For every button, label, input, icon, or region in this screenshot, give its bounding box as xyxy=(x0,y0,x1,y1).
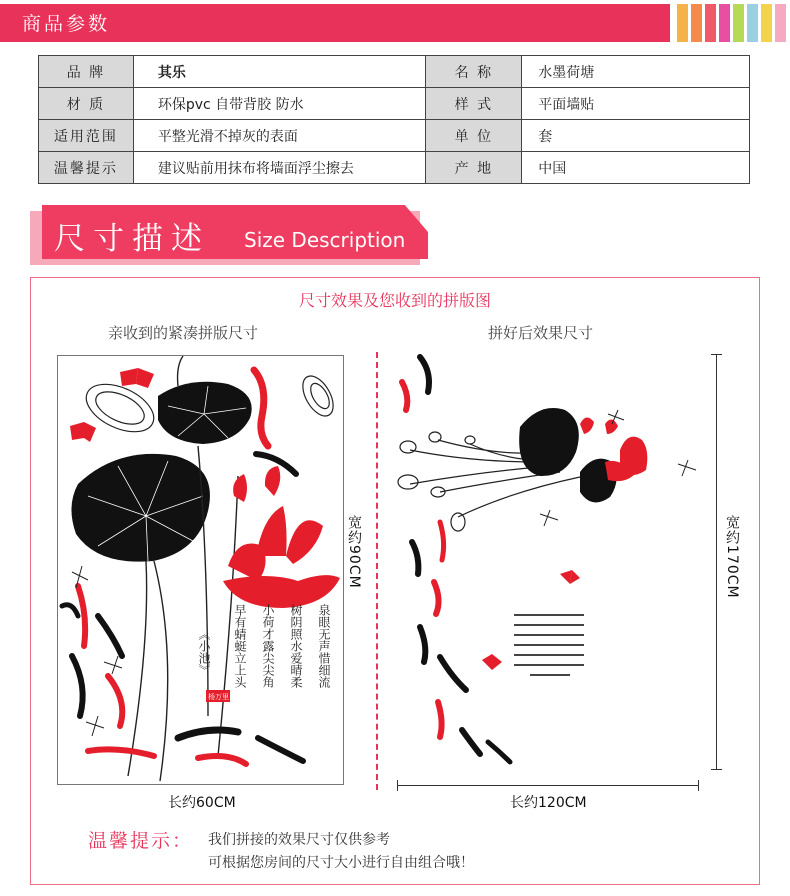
table-row xyxy=(39,56,750,88)
dimension-cap xyxy=(711,769,722,770)
spec-key: 单 位 xyxy=(426,120,522,152)
tips-line-2: 可根据您房间的尺寸大小进行自由组合哦！ xyxy=(208,855,474,871)
spec-table xyxy=(38,55,750,184)
lotus-flower xyxy=(223,466,340,608)
sticker-sheet xyxy=(57,355,344,785)
assembled-effect-art xyxy=(380,352,710,782)
sticker-sheet-art xyxy=(58,356,343,784)
poem-block xyxy=(197,603,331,702)
color-stripe xyxy=(691,4,702,42)
height-dimension-line xyxy=(716,354,717,770)
section-header xyxy=(0,0,790,46)
left-width-label: 长约60CM xyxy=(168,795,236,811)
spec-value: 环保pvc 自带背胶 防水 xyxy=(133,88,426,120)
table-row xyxy=(39,88,750,120)
ripple-rings xyxy=(398,432,475,531)
color-stripe xyxy=(677,4,688,42)
color-stripes xyxy=(677,4,789,42)
spec-key: 温馨提示 xyxy=(39,152,134,184)
banner-title-cn: 尺寸描述 xyxy=(54,221,210,257)
poem-lines xyxy=(514,614,584,676)
color-stripe xyxy=(747,4,758,42)
color-stripe xyxy=(719,4,730,42)
poem-seal-text: 杨万里 xyxy=(208,693,229,701)
spec-key: 名 称 xyxy=(426,56,522,88)
dimension-cap xyxy=(698,780,699,791)
left-height-label: 宽约90CM xyxy=(346,515,362,589)
left-subtitle: 亲收到的紧凑拼版尺寸 xyxy=(108,324,259,342)
tips-title: 温馨提示： xyxy=(88,830,194,852)
poem-column: 泉眼无声惜细流 xyxy=(317,604,331,688)
poem-column: 树阴照水爱晴柔 xyxy=(289,604,303,688)
spec-key: 样 式 xyxy=(426,88,522,120)
header-title: 商品参数 xyxy=(22,13,111,35)
spec-value: 建议贴前用抹布将墙面浮尘擦去 xyxy=(133,152,426,184)
koi-fish xyxy=(402,357,510,762)
right-width-label: 长约120CM xyxy=(510,795,587,811)
spec-value: 平面墙贴 xyxy=(522,88,750,120)
spec-key: 适用范围 xyxy=(39,120,134,152)
poem-title: 《小池》 xyxy=(197,628,211,676)
size-description-banner xyxy=(30,205,428,263)
poem-column: 早有蜻蜓立上头 xyxy=(233,604,247,688)
poem-column: 小荷才露尖尖角 xyxy=(261,604,275,688)
frame-title: 尺寸效果及您收到的拼版图 xyxy=(298,291,491,310)
color-stripe xyxy=(761,4,772,42)
dimension-cap xyxy=(711,354,722,355)
spec-value: 平整光滑不掉灰的表面 xyxy=(133,120,426,152)
width-dimension-line xyxy=(397,785,699,786)
color-stripe xyxy=(733,4,744,42)
lotus-leaves xyxy=(71,382,251,562)
right-subtitle: 拼好后效果尺寸 xyxy=(488,324,594,342)
table-row xyxy=(39,152,750,184)
dimension-cap xyxy=(397,780,398,791)
spec-key: 产 地 xyxy=(426,152,522,184)
table-row xyxy=(39,120,750,152)
right-height-label: 宽约170CM xyxy=(724,515,740,599)
spec-value: 中国 xyxy=(522,152,750,184)
spec-key: 材 质 xyxy=(39,88,134,120)
banner-title-en: Size Description xyxy=(244,228,406,252)
spec-key: 品 牌 xyxy=(39,56,134,88)
color-stripe xyxy=(775,4,786,42)
tips-line-1: 我们拼接的效果尺寸仅供参考 xyxy=(208,832,390,848)
color-stripe xyxy=(705,4,716,42)
spec-value: 套 xyxy=(522,120,750,152)
dashed-divider xyxy=(376,352,378,790)
spec-value: 其乐 xyxy=(133,56,426,88)
spec-value: 水墨荷塘 xyxy=(522,56,750,88)
